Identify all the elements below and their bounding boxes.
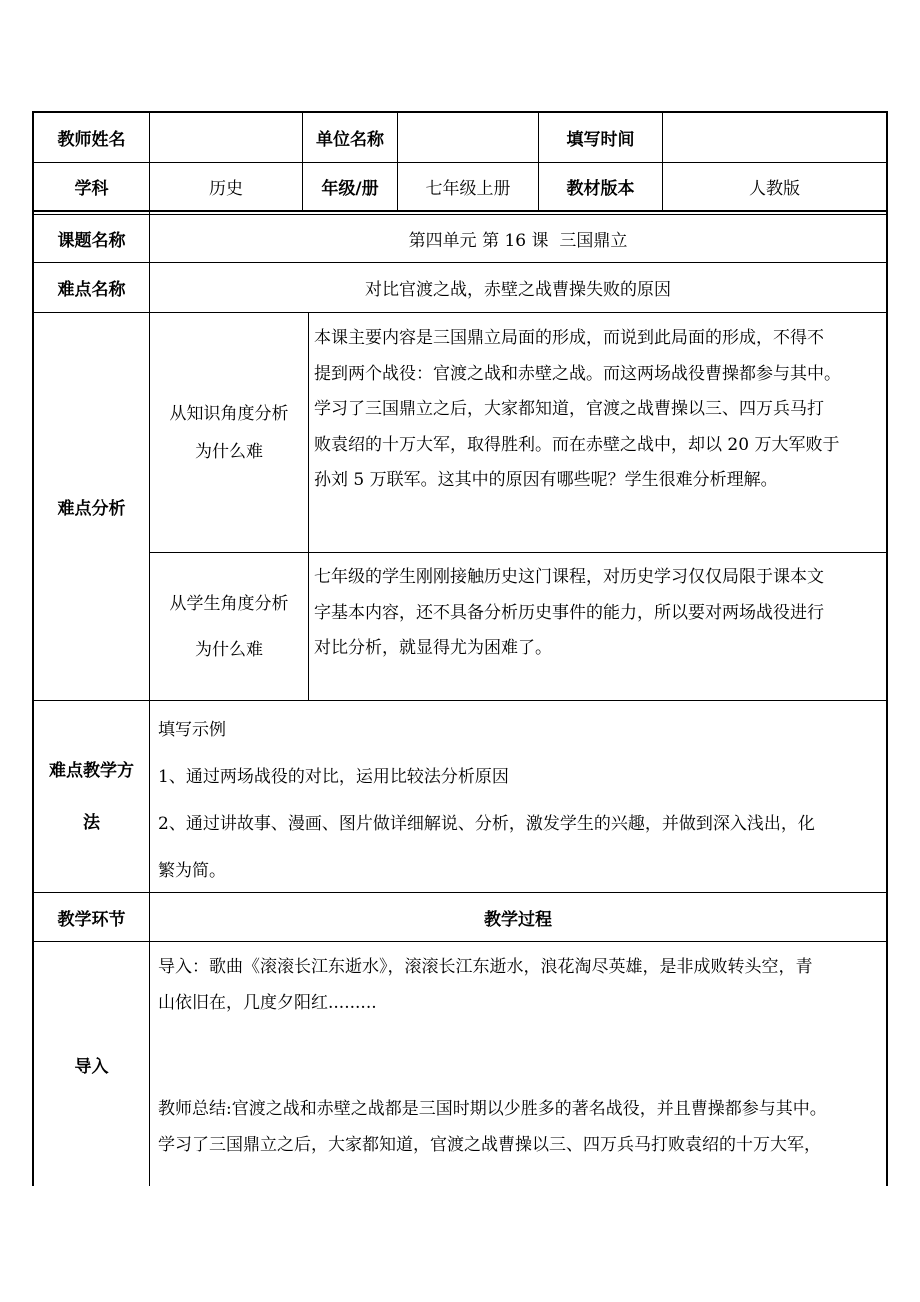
fill-time-label: 填写时间 [566, 130, 635, 150]
textbook-value: 人教版 [749, 179, 800, 199]
grade-value: 七年级上册 [425, 179, 511, 199]
column-divider [308, 312, 309, 700]
text-line: 对比分析，就显得尤为困难了。 [314, 638, 552, 658]
teacher-name-value[interactable] [150, 113, 302, 162]
text-line: 本课主要内容是三国鼎立局面的形成，而说到此局面的形成，不得不 [314, 328, 824, 348]
grade-label: 年级/册 [321, 179, 379, 199]
text-line: 学习了三国鼎立之后，大家都知道，官渡之战曹操以三、四万兵马打败袁绍的十万大军， [158, 1134, 821, 1155]
unit-name-label: 单位名称 [316, 130, 384, 150]
row-divider [32, 210, 888, 212]
text-line: 提到两个战役：官渡之战和赤壁之战。而这两场战役曹操都参与其中。 [314, 363, 841, 384]
lesson-title-value: 第四单元 第 16 课 三国鼎立 [408, 231, 628, 251]
student-angle-line: 从学生角度分析 [169, 593, 289, 614]
student-analysis-text [314, 560, 884, 667]
text-line: 教师总结:官渡之战和赤壁之战都是三国时期以少胜多的著名战役，并且曹操都参与其中。 [158, 1099, 827, 1119]
student-angle-label [150, 553, 308, 700]
teaching-method-label-line: 难点教学方 [49, 760, 134, 781]
subject-label: 学科 [74, 179, 109, 199]
fill-time-value[interactable] [663, 113, 886, 162]
text-line: 2、通过讲故事、漫画、图片做详细解说、分析，激发学生的兴趣，并做到深入浅出，化 [158, 814, 815, 834]
teaching-method-label [34, 701, 149, 892]
lesson-title-label: 课题名称 [57, 231, 126, 251]
text-line: 导入：歌曲《滚滚长江东逝水》，滚滚长江东逝水，浪花淘尽英雄，是非成败转头空，青 [158, 957, 813, 977]
teacher-name-label: 教师姓名 [57, 130, 126, 150]
row-divider [32, 941, 888, 942]
text-line: 繁为简。 [158, 861, 226, 881]
text-line: 填写示例 [158, 720, 226, 740]
text-line: 学习了三国鼎立之后，大家都知道，官渡之战曹操以三、四万兵马打 [314, 399, 824, 419]
text-line: 1、通过两场战役的对比，运用比较法分析原因 [158, 767, 509, 787]
row-divider [32, 700, 888, 701]
teaching-stage-header: 教学环节 [57, 909, 126, 930]
text-line [158, 1021, 882, 1057]
knowledge-angle-line: 从知识角度分析 [169, 403, 289, 424]
textbook-label: 教材版本 [566, 179, 635, 199]
knowledge-analysis-text [314, 321, 884, 499]
difficulty-name-label: 难点名称 [57, 280, 126, 300]
knowledge-angle-label [150, 313, 308, 552]
text-line: 败袁绍的十万大军，取得胜利。而在赤壁之战中，却以 20 万大军败于 [314, 434, 840, 455]
knowledge-angle-line: 为什么难 [195, 441, 263, 462]
text-line: 七年级的学生刚刚接触历史这门课程，对历史学习仅仅局限于课本文 [314, 567, 824, 587]
difficulty-analysis-label: 难点分析 [57, 499, 126, 519]
text-line: 字基本内容，还不具备分析历史事件的能力，所以要对两场战役进行 [314, 602, 824, 623]
text-line [158, 1057, 882, 1093]
intro-stage-label: 导入 [74, 1056, 109, 1077]
teaching-process-header: 教学过程 [484, 909, 552, 930]
intro-process-text [158, 950, 882, 1163]
teaching-method-text [158, 707, 882, 895]
text-line: 孙刘 5 万联军。这其中的原因有哪些呢？学生很难分析理解。 [314, 470, 778, 490]
text-line: 山依旧在，几度夕阳红......... [158, 992, 377, 1013]
unit-name-value[interactable] [398, 113, 538, 162]
student-angle-line: 为什么难 [195, 639, 263, 660]
teaching-method-label-line: 法 [83, 812, 100, 833]
subject-value: 历史 [209, 179, 243, 199]
difficulty-name-value: 对比官渡之战，赤壁之战曹操失败的原因 [365, 280, 671, 300]
